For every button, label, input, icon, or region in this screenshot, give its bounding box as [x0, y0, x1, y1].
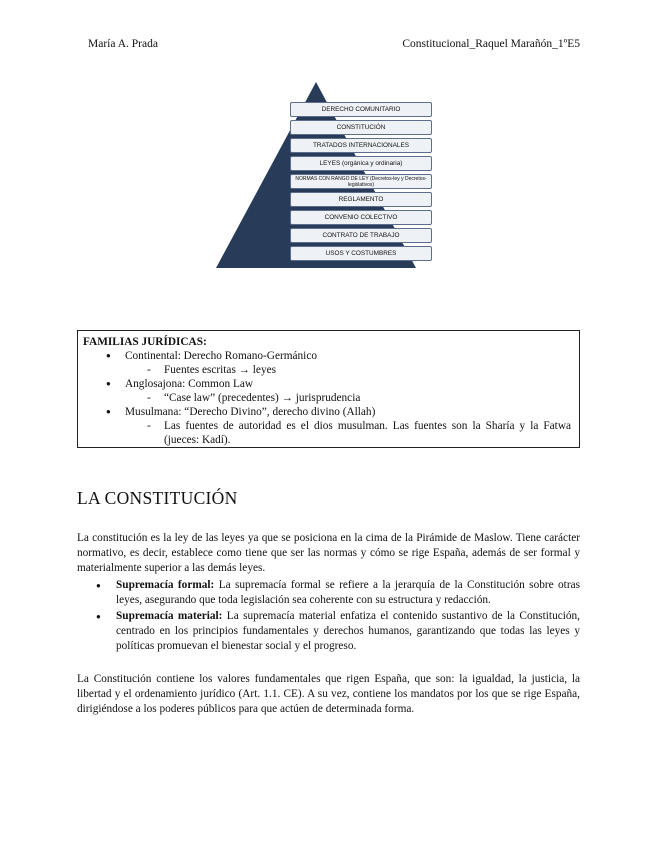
pyramid-layer-convenio: CONVENIO COLECTIVO	[290, 210, 432, 225]
pyramid-layer-derecho-comunitario: DERECHO COMUNITARIO	[290, 102, 432, 117]
legal-families-box	[77, 330, 580, 448]
family-anglosajona-sub: - “Case law” (precedentes) → jurisprudencia	[83, 391, 571, 405]
bullet-formal	[96, 578, 580, 608]
families-title: FAMILIAS JURÍDICAS:	[83, 336, 207, 348]
material-label: Supremacía material:	[116, 610, 223, 622]
bullet-dot: ●	[96, 581, 101, 590]
pyramid-layer-normas-rango-ley: NORMAS CON RANGO DE LEY (Decretos-ley y Decretos-legislativos)	[290, 174, 432, 189]
family-musulmana: ● Musulmana: “Derecho Divino”, derecho divino (Allah)	[83, 405, 571, 419]
families-list	[83, 349, 571, 447]
pyramid-layer-contrato: CONTRATO DE TRABAJO	[290, 228, 432, 243]
pyramid-layer-constitucion: CONSTITUCIÓN	[290, 120, 432, 135]
formal-text: La supremacía formal se refiere a la jerarquía de la Constitución sobre otras leyes, asegurando que toda legislación sea coherente con su estructura y redacción.	[116, 579, 580, 607]
family-continental: ● Continental: Derecho Romano-Germánico	[83, 349, 571, 363]
bullet-material	[96, 609, 580, 655]
family-anglosajona: ● Anglosajona: Common Law	[83, 377, 571, 391]
header-author: María A. Prada	[88, 38, 158, 50]
pyramid-layer-tratados: TRATADOS INTERNACIONALES	[290, 138, 432, 153]
paragraph-intro: La constitución es la ley de las leyes ya que se posiciona en la cima de la Pirámide de Maslow. Tiene carácter normativo, es decir, establece como tiene que ser las normas y cómo se rige España, además de ser formal y materialmente superior a las demás leyes.	[77, 532, 580, 575]
family-musulmana-sub: - Las fuentes de autoridad es el dios musulman. Las fuentes son la Sharía y la Fatwa (jueces: Kadí).	[83, 419, 571, 447]
family-continental-sub: - Fuentes escritas → leyes	[83, 363, 571, 377]
section-title: LA CONSTITUCIÓN	[77, 488, 238, 508]
pyramid-layer-usos: USOS Y COSTUMBRES	[290, 246, 432, 261]
pyramid-layer-reglamento: REGLAMENTO	[290, 192, 432, 207]
paragraph-values: La Constitución contiene los valores fundamentales que rigen España, que son: la igualdad, la justicia, la libertad y el ordenamiento jurídico (Art. 1.1. CE). A su vez, contiene los mandatos por los que se rige España, dirigiéndose a los poderes públicos para que actúen de determinada forma.	[77, 673, 580, 716]
formal-label: Supremacía formal:	[116, 579, 215, 591]
material-text: La supremacía material enfatiza el contenido sustantivo de la Constitución, centrado en los principios fundamentales y derechos humanos, garantizando que todas las leyes y políticas promuevan el bienestar social y el progreso.	[116, 610, 580, 653]
header-course: Constitucional_Raquel Marañón_1ºE5	[402, 38, 580, 50]
bullet-dot: ●	[96, 612, 101, 621]
pyramid-layer-leyes: LEYES (orgánica y ordinaria)	[290, 156, 432, 171]
